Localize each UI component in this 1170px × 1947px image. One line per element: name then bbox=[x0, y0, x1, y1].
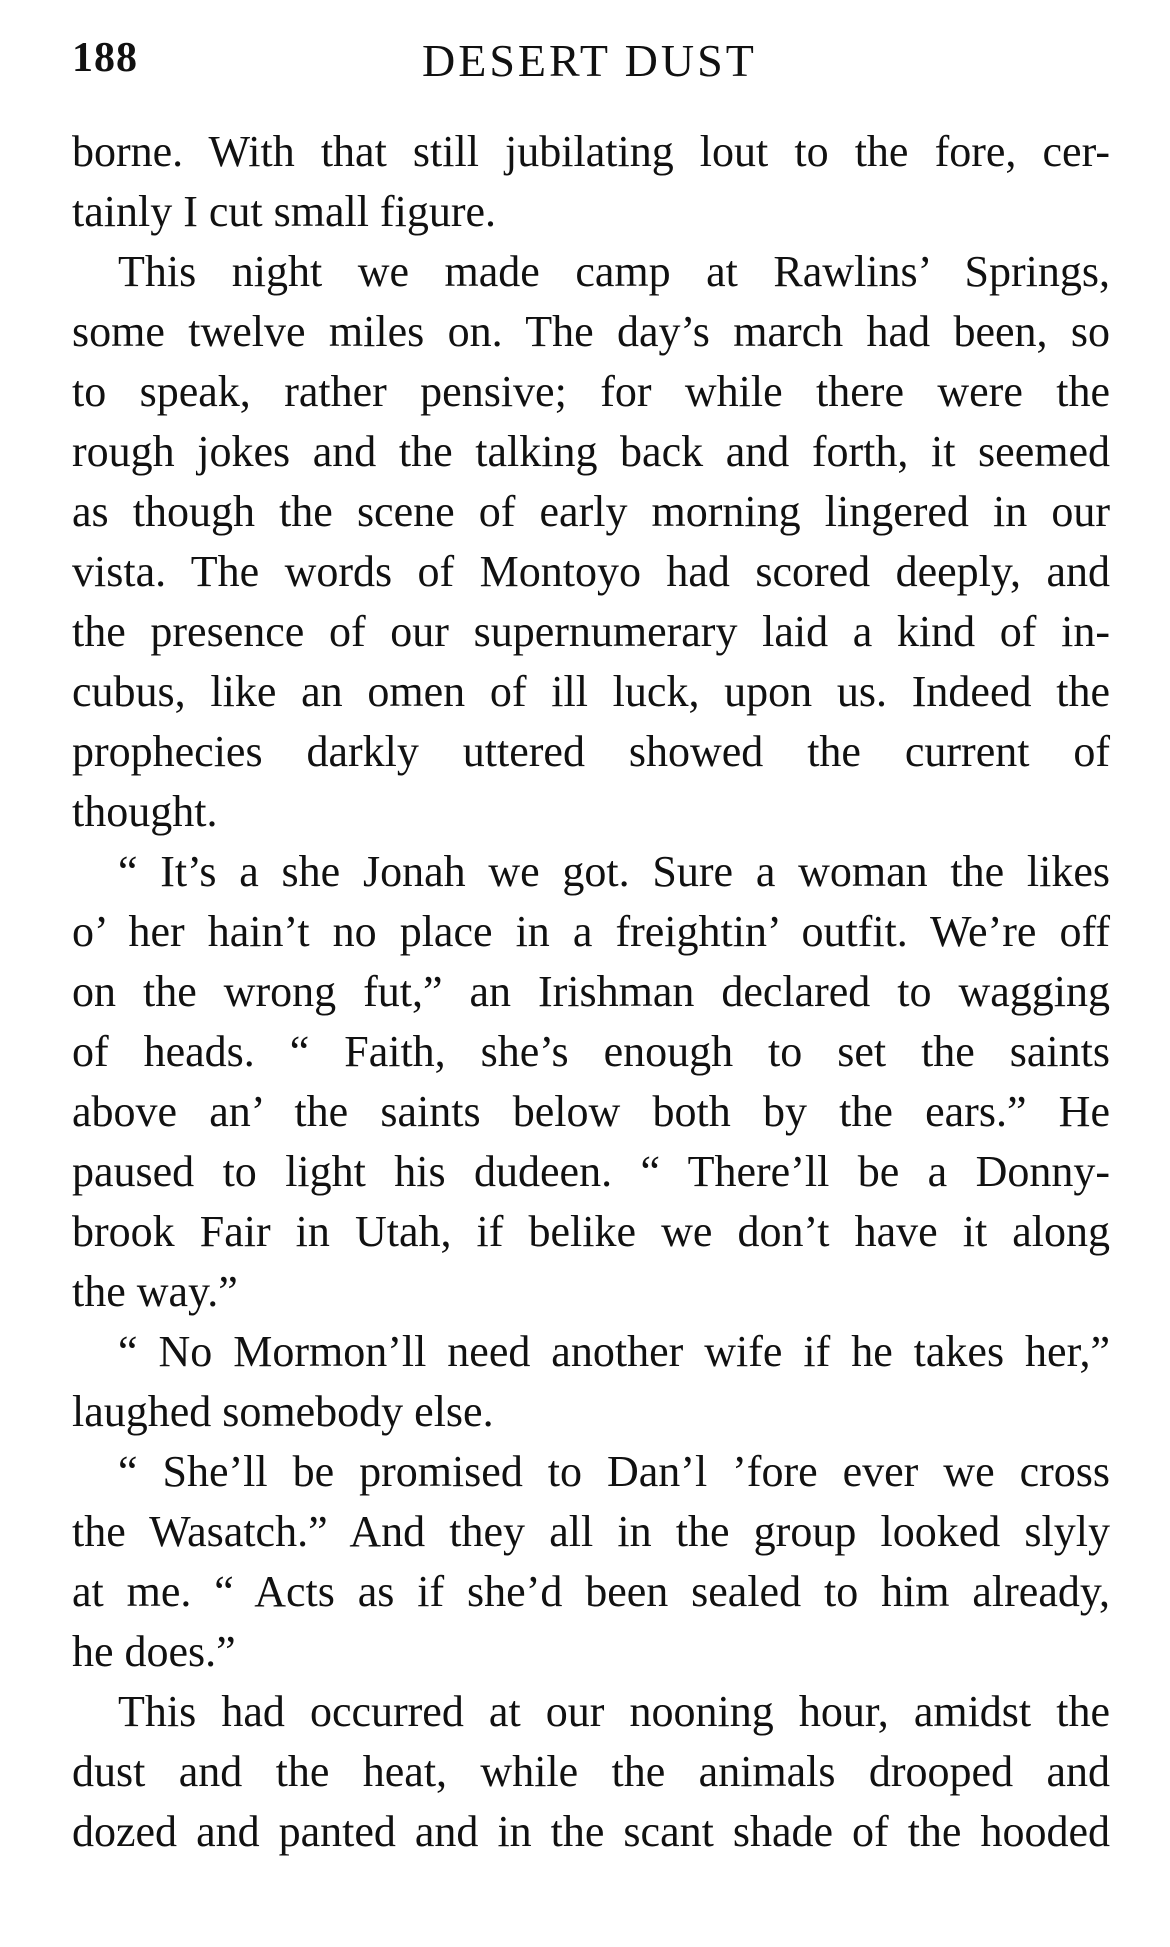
text-line: tainly I cut small figure. bbox=[72, 187, 496, 236]
text-line: thought. bbox=[72, 787, 218, 836]
text-line: borne. With that still jubilating lout to the fore, cer- bbox=[72, 127, 1110, 176]
text-line: brook Fair in Utah, if belike we don’t have it along bbox=[72, 1207, 1110, 1256]
text-line: the Wasatch.” And they all in the group looked slyly bbox=[72, 1507, 1110, 1556]
text-line: of heads. “ Faith, she’s enough to set the saints bbox=[72, 1027, 1110, 1076]
text-line: vista. The words of Montoyo had scored deeply, and bbox=[72, 547, 1110, 596]
page-number: 188 bbox=[72, 35, 138, 81]
text-line: “ No Mormon’ll need another wife if he takes her,” bbox=[118, 1327, 1110, 1376]
text-line: at me. “ Acts as if she’d been sealed to him already, bbox=[72, 1567, 1110, 1616]
text-line: This night we made camp at Rawlins’ Springs, bbox=[118, 247, 1110, 296]
running-title: DESERT DUST bbox=[422, 35, 757, 86]
text-line: “ It’s a she Jonah we got. Sure a woman the likes bbox=[118, 847, 1110, 896]
text-line: some twelve miles on. The day’s march had been, so bbox=[72, 307, 1110, 356]
text-line: cubus, like an omen of ill luck, upon us. Indeed the bbox=[72, 667, 1110, 716]
text-line: This had occurred at our nooning hour, amidst the bbox=[118, 1687, 1110, 1736]
text-line: paused to light his dudeen. “ There’ll be a Donny- bbox=[72, 1147, 1110, 1196]
text-line: to speak, rather pensive; for while there were the bbox=[72, 367, 1110, 416]
text-line: on the wrong fut,” an Irishman declared to wagging bbox=[72, 967, 1110, 1016]
text-line: dozed and panted and in the scant shade of the hooded bbox=[72, 1807, 1110, 1856]
text-line: rough jokes and the talking back and forth, it seemed bbox=[72, 427, 1110, 476]
text-line: laughed somebody else. bbox=[72, 1387, 494, 1436]
text-line: prophecies darkly uttered showed the current of bbox=[72, 727, 1110, 776]
text-line: o’ her hain’t no place in a freightin’ outfit. We’re off bbox=[72, 907, 1110, 956]
text-line: “ She’ll be promised to Dan’l ’fore ever we cross bbox=[118, 1447, 1110, 1496]
text-line: the presence of our supernumerary laid a kind of in- bbox=[72, 607, 1110, 656]
text-line: dust and the heat, while the animals drooped and bbox=[72, 1747, 1110, 1796]
body-text bbox=[72, 122, 1110, 1862]
text-line: the way.” bbox=[72, 1267, 238, 1316]
text-line: he does.” bbox=[72, 1627, 236, 1676]
text-line: above an’ the saints below both by the ears.” He bbox=[72, 1087, 1110, 1136]
text-line: as though the scene of early morning lingered in our bbox=[72, 487, 1110, 536]
page-header bbox=[72, 34, 1112, 94]
